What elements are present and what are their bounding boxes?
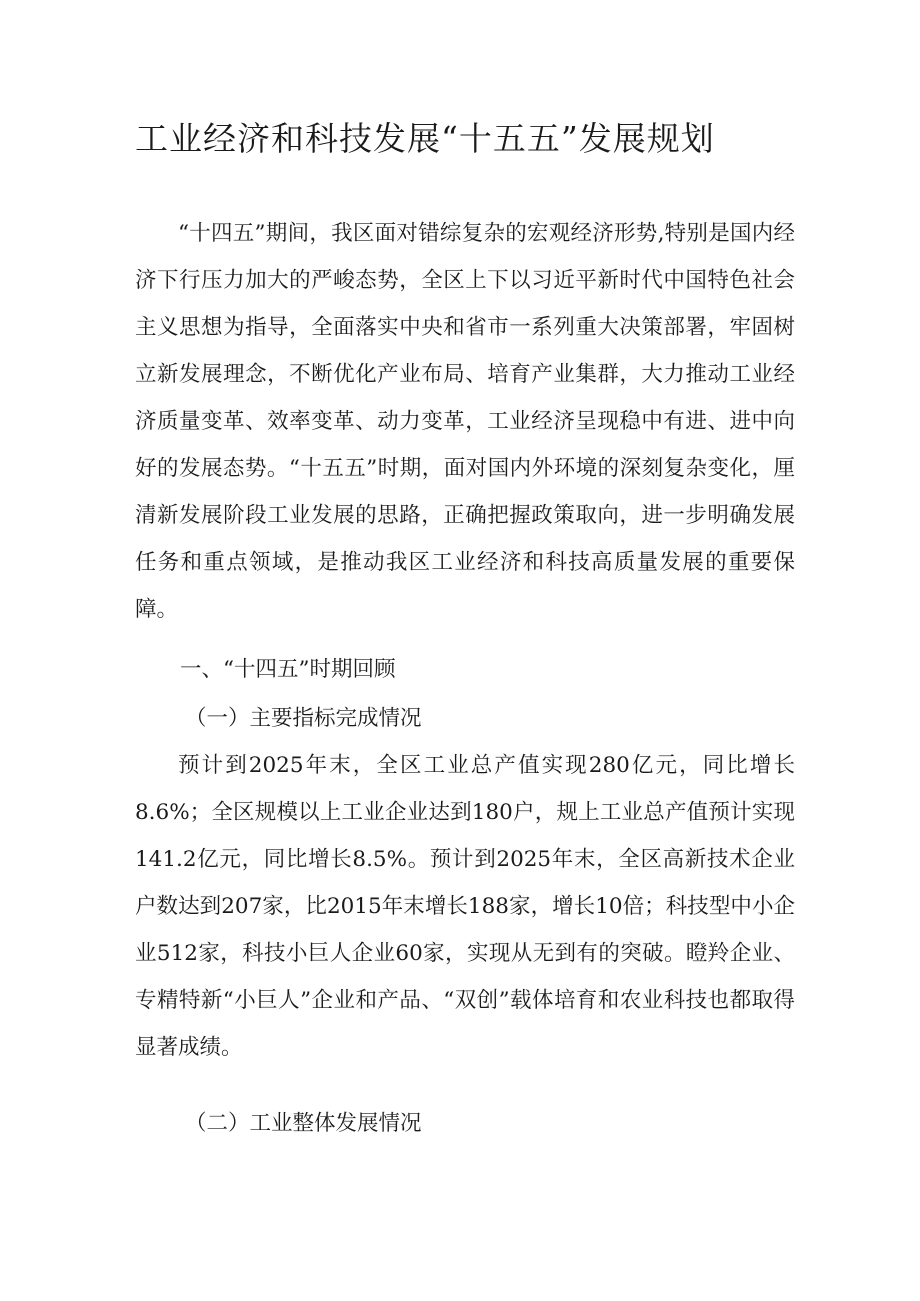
section-heading-review: 一、“十四五”时期回顾 — [180, 657, 396, 682]
subsection-heading-indicators: （一）主要指标完成情况 — [185, 706, 422, 731]
document-title: 工业经济和科技发展“十五五”发展规划 — [135, 119, 715, 158]
indicators-paragraph: 预计到2025年末，全区工业总产值实现280亿元，同比增长8.6%；全区规模以上工业企业达到180户，规上工业总产值预计实现141.2亿元，同比增长8.5%。预计到2025年末，全区高新技术企业户数达到207家，比2015年末增长188家，增长10倍；科技型中小企业512家，科技小巨人企业60家，实现从无到有的突破。瞪羚企业、专精特新“小巨人”企业和产品、“双创”载体培育和农业科技也都取得显著成绩。 — [135, 753, 795, 1060]
subsection-heading-industry: （二）工业整体发展情况 — [185, 1111, 422, 1136]
intro-paragraph: “十四五”期间，我区面对错综复杂的宏观经济形势,特别是国内经济下行压力加大的严峻态势，全区上下以习近平新时代中国特色社会主义思想为指导，全面落实中央和省市一系列重大决策部署，牢固树立新发展理念，不断优化产业布局、培育产业集群，大力推动工业经济质量变革、效率变革、动力变革，工业经济呈现稳中有进、进中向好的发展态势。“十五五”时期，面对国内外环境的深刻复杂变化，厘清新发展阶段工业发展的思路，正确把握政策取向，进一步明确发展任务和重点领域，是推动我区工业经济和科技高质量发展的重要保障。 — [135, 221, 795, 622]
